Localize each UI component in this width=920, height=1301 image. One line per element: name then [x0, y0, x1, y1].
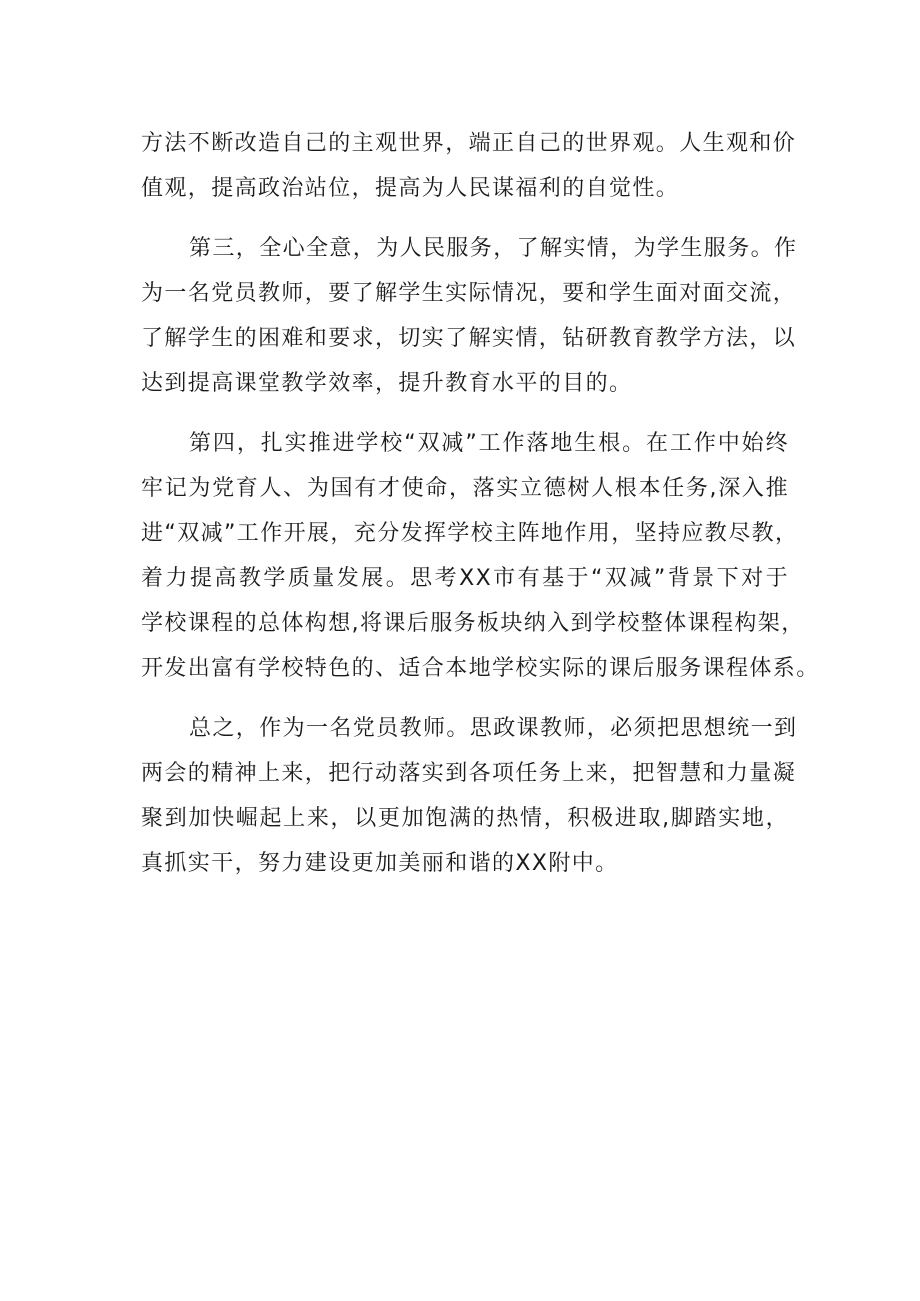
- paragraph-3-line-5: 学校课程的总体构想,将课后服务板块纳入到学校整体课程构架，: [141, 611, 805, 636]
- paragraph-2-line-4: 达到提高课堂教学效率，提升教育水平的目的。: [141, 371, 633, 396]
- paragraph-3-line-3: 进“双减”工作开展，充分发挥学校主阵地作用，坚持应教尽教，: [141, 521, 799, 546]
- paragraph-4-line-3: 聚到加快崛起上来，以更加饱满的热情，积极进取,脚踏实地，: [141, 806, 789, 831]
- paragraph-2-line-2: 为一名党员教师，要了解学生实际情况，要和学生面对面交流，: [141, 281, 797, 306]
- paragraph-1-line-2: 值观，提高政治站位，提高为人民谋福利的自觉性。: [141, 176, 680, 201]
- paragraph-3: [141, 421, 820, 691]
- document-body: [141, 121, 820, 886]
- paragraph-2: [141, 226, 798, 406]
- paragraph-1-line-1: 方法不断改造自己的主观世界，端正自己的世界观。人生观和价: [141, 131, 797, 156]
- paragraph-3-line-4: 着力提高教学质量发展。思考XX市有基于“双减”背景下对于: [141, 566, 789, 591]
- paragraph-2-line-3: 了解学生的困难和要求，切实了解实情，钻研教育教学方法，以: [141, 326, 797, 351]
- paragraph-4-line-1: 总之，作为一名党员教师。思政课教师，必须把思想统一到: [189, 716, 798, 741]
- paragraph-4-line-4: 真抓实干，努力建设更加美丽和谐的XX附中。: [141, 851, 619, 876]
- paragraph-4: [141, 706, 798, 886]
- paragraph-4-line-2: 两会的精神上来，把行动落实到各项任务上来，把智慧和力量凝: [141, 761, 797, 786]
- paragraph-3-line-2: 牢记为党育人、为国有才使命，落实立德树人根本任务,深入推: [141, 476, 789, 501]
- paragraph-3-line-1: 第四，扎实推进学校“双减”工作落地生根。在工作中始终: [189, 431, 789, 456]
- paragraph-1: [141, 121, 797, 211]
- paragraph-2-line-1: 第三，全心全意，为人民服务，了解实情，为学生服务。作: [189, 236, 798, 261]
- paragraph-3-line-6: 开发出富有学校特色的、适合本地学校实际的课后服务课程体系。: [141, 656, 820, 681]
